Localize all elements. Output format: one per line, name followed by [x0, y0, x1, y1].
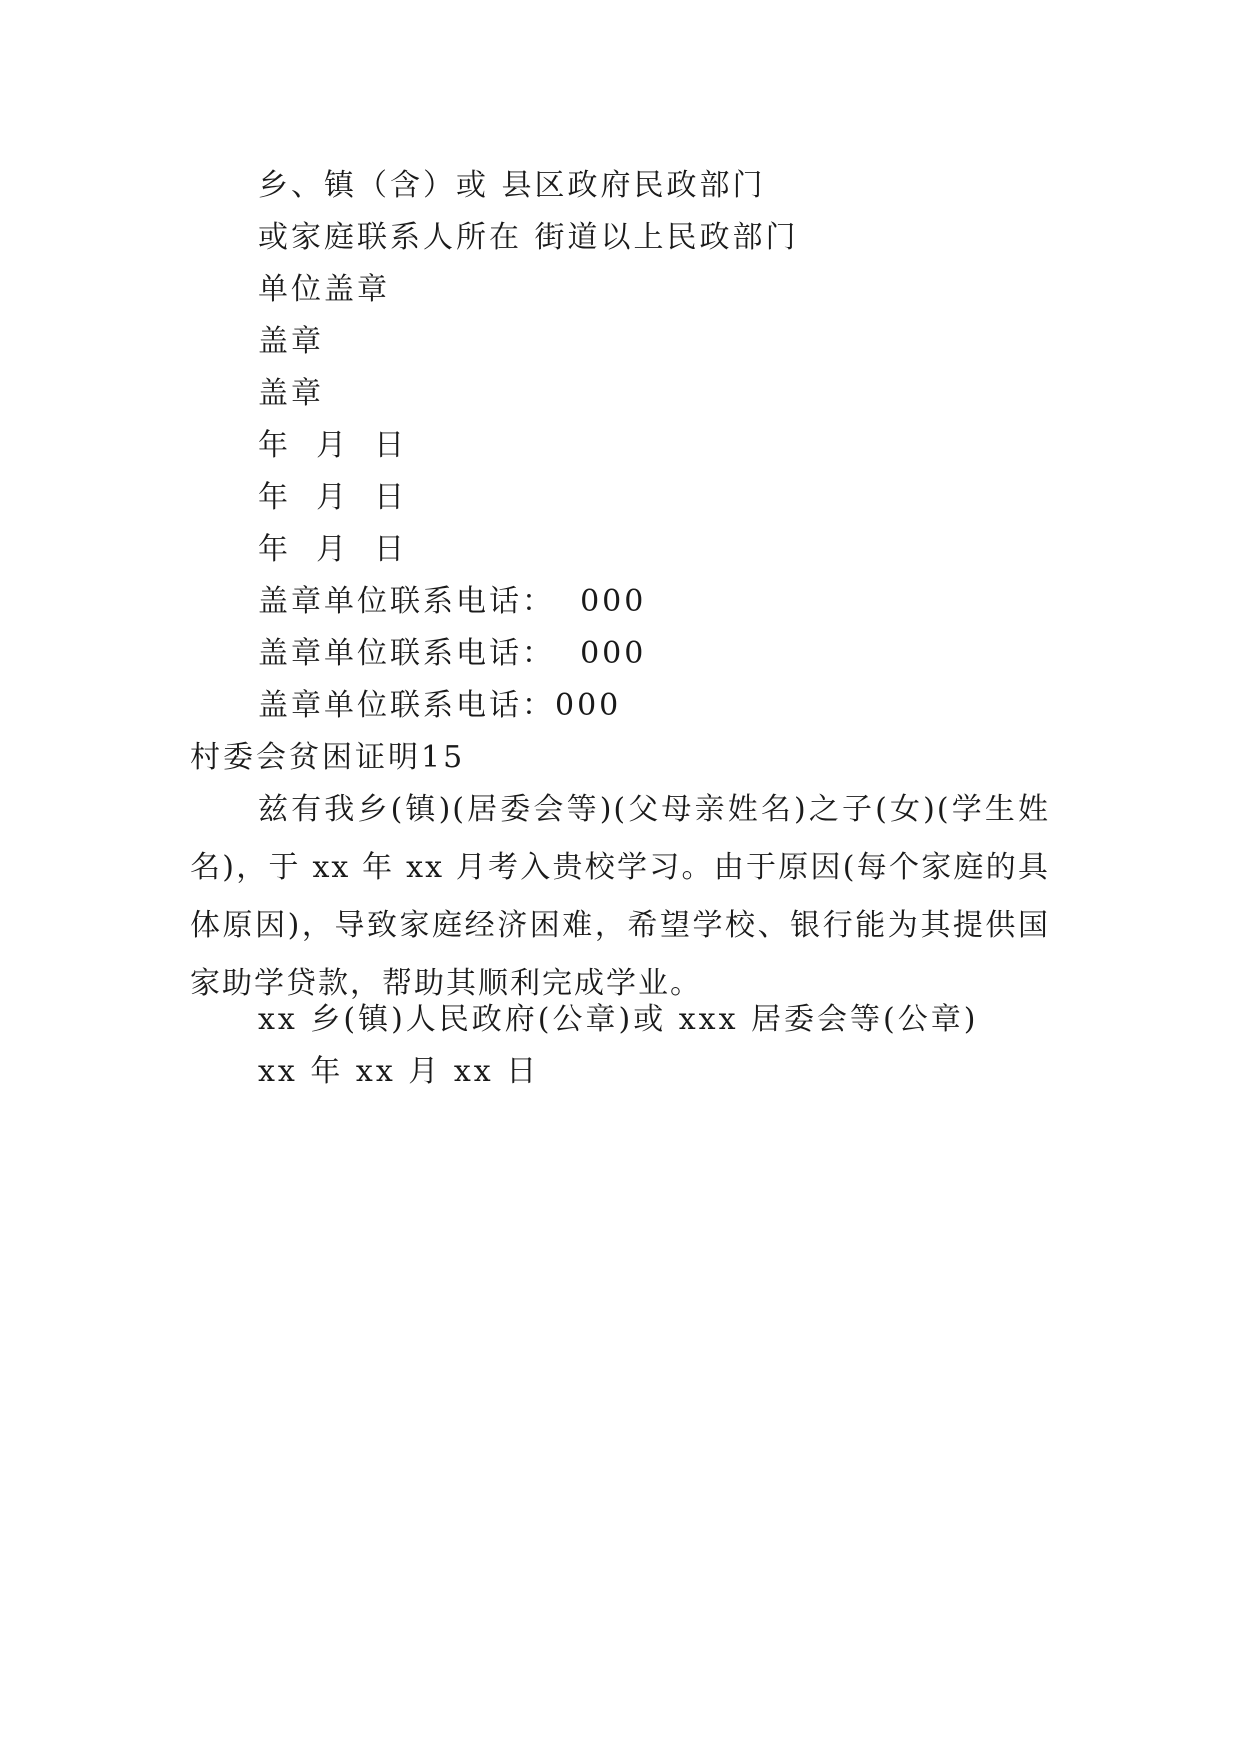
signature-line: xx 乡(镇)人民政府(公章)或 xxx 居委会等(公章)	[258, 1002, 979, 1037]
contact-phone-3: 盖章单位联系电话：000	[258, 688, 622, 723]
date-line: xx 年 xx 月 xx 日	[258, 1054, 540, 1089]
contact-phone-2: 盖章单位联系电话： 000	[258, 636, 647, 671]
seal-label-2: 盖章	[258, 376, 324, 411]
section-title: 村委会贫困证明15	[190, 740, 466, 775]
contact-phone-1: 盖章单位联系电话： 000	[258, 584, 647, 619]
issuer-line-1: 乡、镇（含）或 县区政府民政部门	[258, 168, 766, 203]
date-blank-1: 年 月 日	[258, 428, 408, 463]
unit-seal-label: 单位盖章	[258, 272, 390, 307]
date-blank-2: 年 月 日	[258, 480, 408, 515]
date-blank-3: 年 月 日	[258, 532, 408, 567]
issuer-line-2: 或家庭联系人所在 街道以上民政部门	[258, 220, 799, 255]
seal-label-1: 盖章	[258, 324, 324, 359]
certificate-body: 兹有我乡(镇)(居委会等)(父母亲姓名)之子(女)(学生姓名)，于 xx 年 xx 月考入贵校学习。由于原因(每个家庭的具体原因)，导致家庭经济困难，希望学校、银行能为其提供国家助学贷款，帮助其顺利完成学业。	[190, 792, 1050, 1001]
